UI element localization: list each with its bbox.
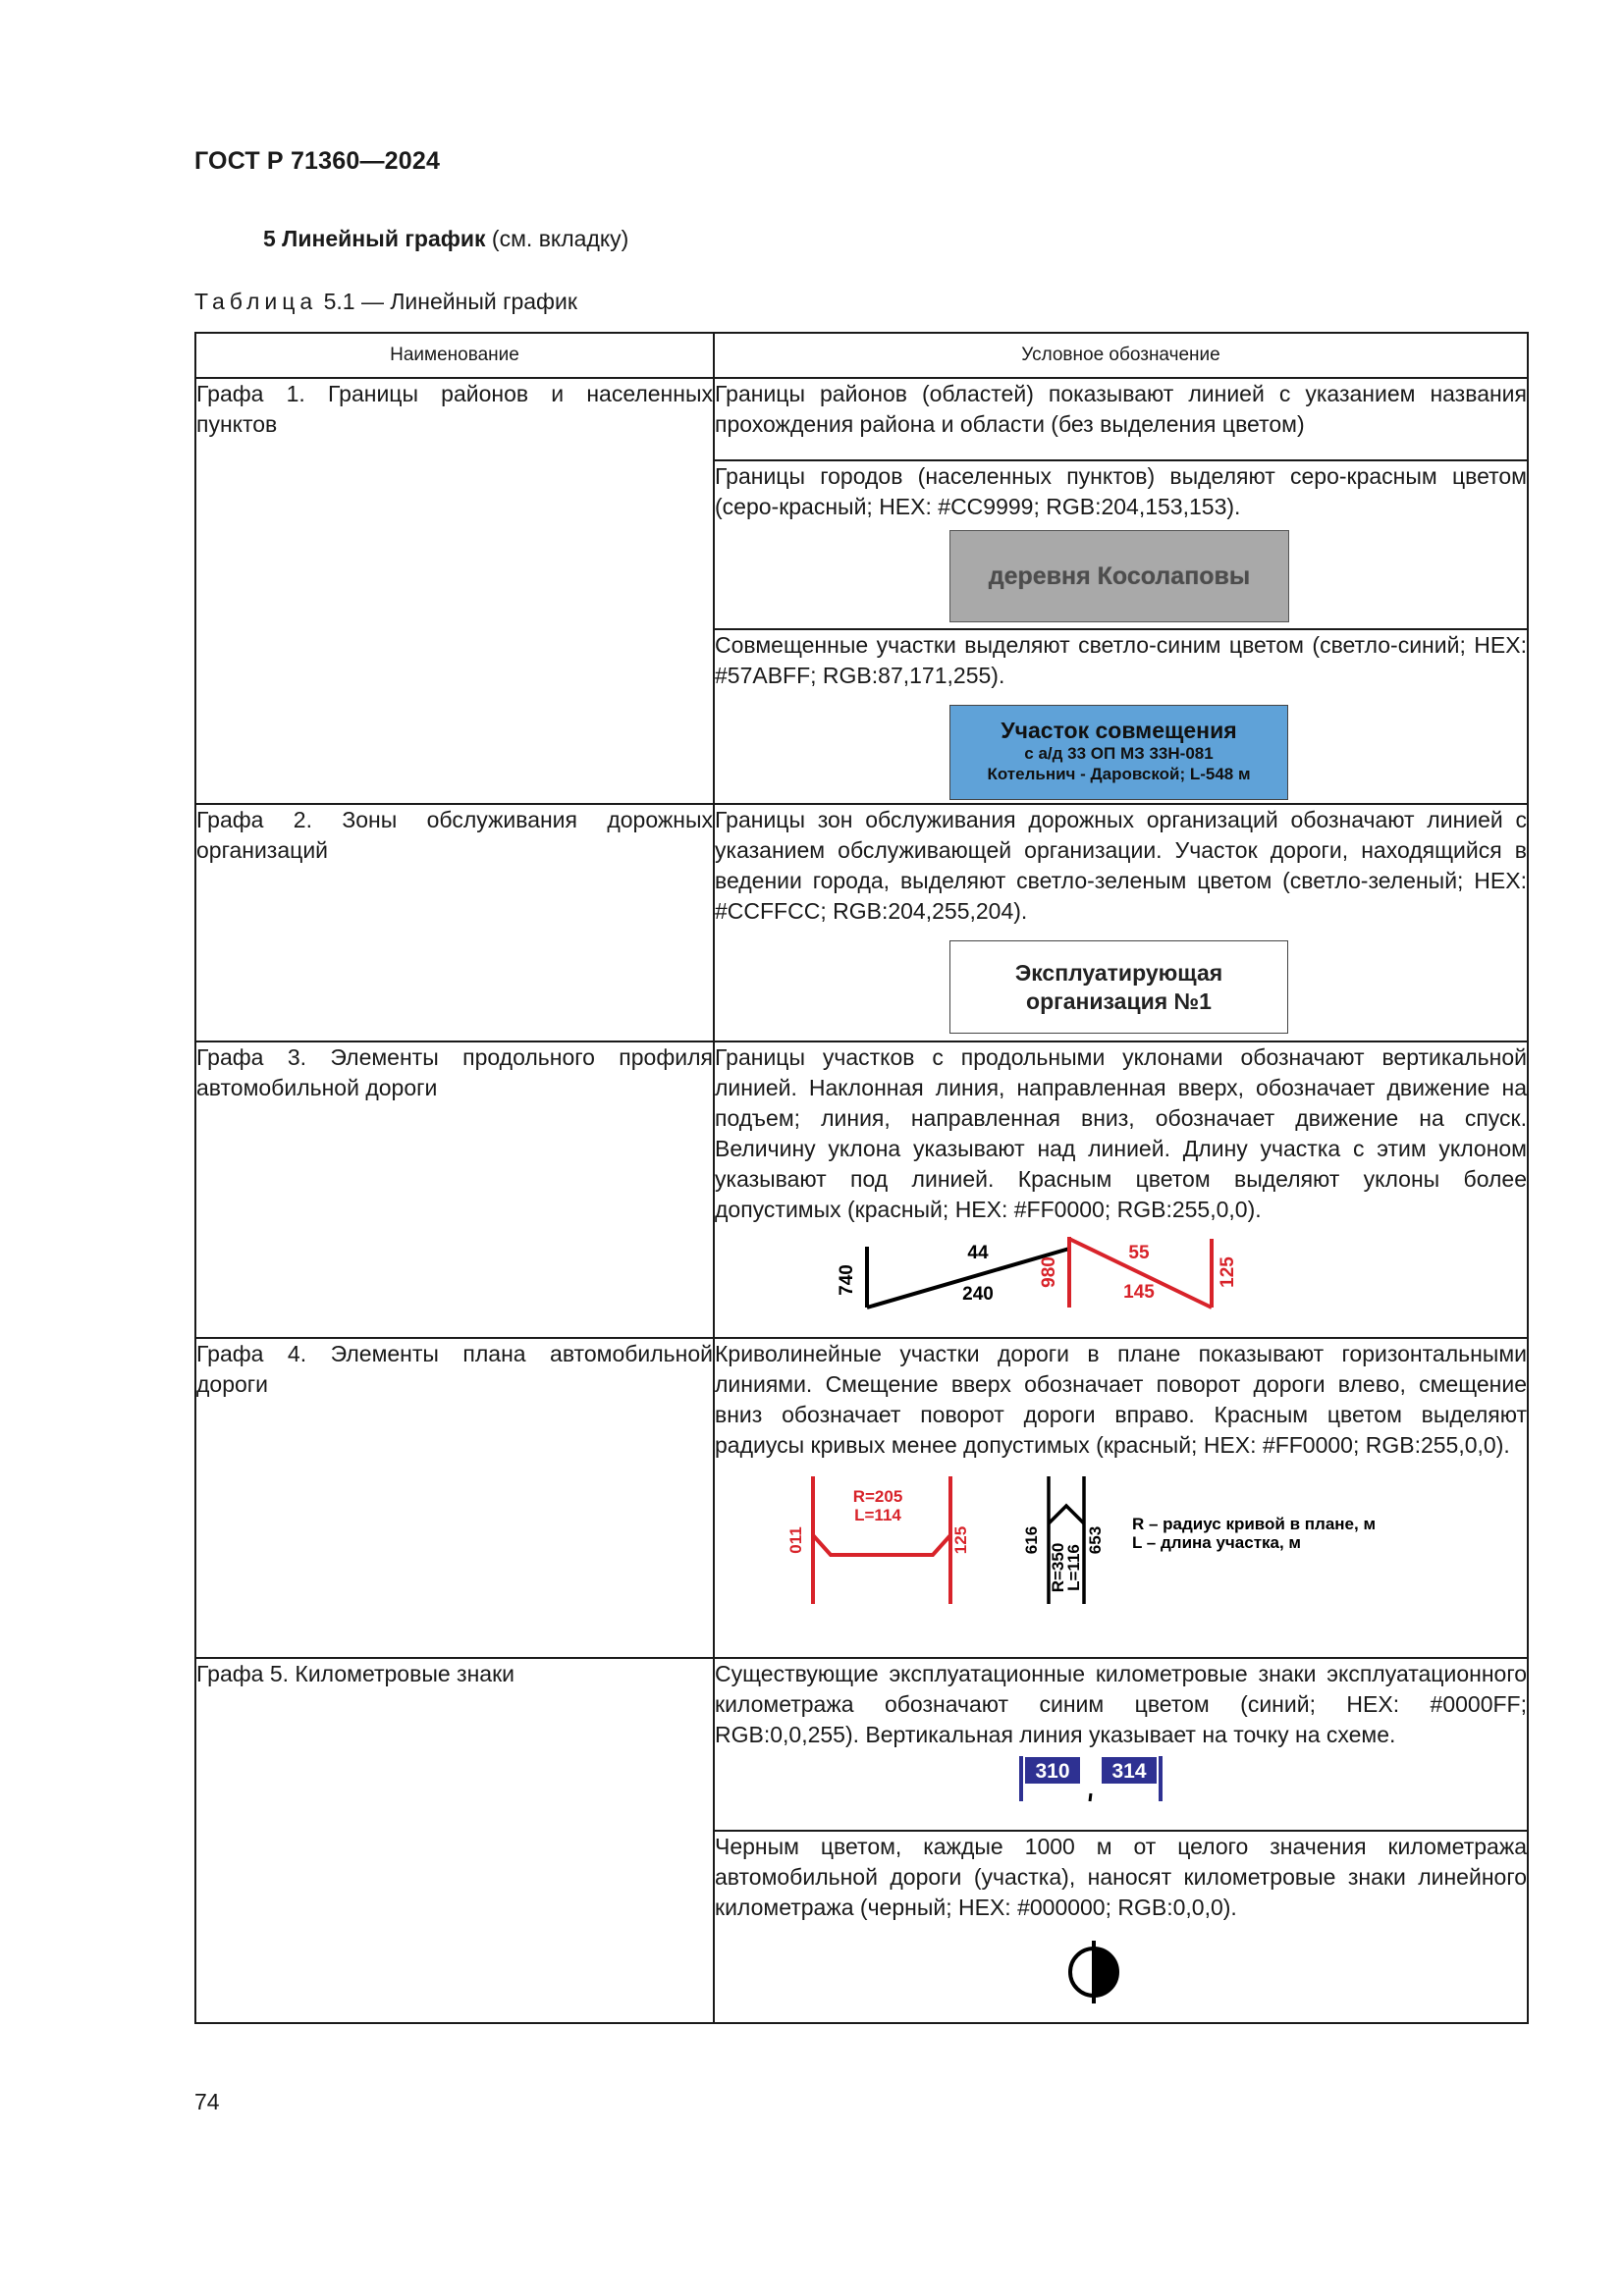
plan-length: L=116 [1064,1544,1083,1591]
profile-label-125: 125 [1218,1256,1238,1288]
line-chart-table [194,332,1529,2024]
overlap-section-sample [949,705,1288,800]
plan-legend-radius: R – радиус кривой в плане, м [1132,1515,1377,1533]
linear-km-sign-diagram [715,1931,1500,2009]
row-name: Графа 4. Элементы плана автомобильной дороги [195,1338,714,1658]
table-row [195,1338,1528,1658]
row-description: Границы зон обслуживания дорожных организаций обозначают линией с указанием обслуживающей организации. Участок дороги, находящийся в ведении города, выделяют светло-зеленым цветом (светло-зеленый; HEX: #CCFFCC; RGB:204,255,204). [715,807,1527,924]
row-description: Совмещенные участки выделяют светло-синим цветом (светло-синий; HEX: #57ABFF; RGB:87,171,255). [715,632,1527,688]
row-description-cell [714,1831,1528,2023]
plan-diagram [715,1467,1500,1614]
profile-label-980: 980 [1039,1256,1059,1288]
row-description: Границы участков с продольными уклонами обозначают вертикальной линией. Наклонная линия, направленная вверх, обозначает движение на подъем; линия, направленная вниз, обозначает движение на спуск. Величину уклона указывают над линией. Длину участка с этим уклоном указывают под линией. Красным цветом выделяют уклоны более допустимых (красный; HEX: #FF0000; RGB:255,0,0). [715,1044,1527,1222]
plan-curve-left [1049,1506,1084,1523]
plan-label-125: 125 [951,1525,970,1555]
km-sign-314-label: 314 [1111,1760,1147,1783]
plan-legend-length: L – длина участка, м [1132,1533,1302,1552]
overlap-title: Участок совмещения [1001,718,1237,743]
row-name: Графа 2. Зоны обслуживания дорожных организаций [195,804,714,1041]
profile-diagram [715,1229,1500,1327]
row-description-cell [714,1041,1528,1338]
column-header-symbol: Условное обозначение [714,333,1528,378]
row-description: Границы районов (областей) показывают линией с указанием названия прохождения района и области (без выделения цветом) [714,378,1528,460]
table-caption-rest: 5.1 — Линейный график [317,289,577,314]
row-description-cell [714,1658,1528,1831]
org-line-2: организация №1 [1026,988,1212,1014]
row-description-cell [714,804,1528,1041]
plan-radius: R=350 [1049,1542,1067,1593]
linear-km-sign-half [1094,1949,1117,1996]
row-description-cell [714,460,1528,629]
plan-length-red: L=114 [854,1506,901,1524]
km-sign-diagram [715,1752,1500,1811]
section-title-suffix: (см. вкладку) [485,226,629,251]
table-caption-word: Таблица [194,289,318,314]
overlap-length: Котельнич - Даровской; L-548 м [987,765,1251,783]
plan-label-653: 653 [1086,1525,1105,1555]
column-header-name: Наименование [195,333,714,378]
row-description-cell [714,1338,1528,1658]
row-description: Границы городов (населенных пунктов) выделяют серо-красным цветом (серо-красный; HEX: #CC9999; RGB:204,153,153). [715,463,1527,519]
table-row [195,1658,1528,1831]
table-row [195,378,1528,460]
profile-label-44: 44 [967,1243,989,1263]
plan-label-011: 011 [786,1526,805,1554]
section-title-bold: 5 Линейный график [263,226,486,251]
profile-label-55: 55 [1128,1243,1150,1263]
org-line-1: Эксплуатирующая [1014,960,1223,986]
table-caption [194,289,577,315]
row-name: Графа 1. Границы районов и населенных пунктов [195,378,714,804]
table-row [195,1041,1528,1338]
plan-curve-right-red [813,1535,950,1555]
km-sign-tick [1090,1793,1091,1801]
section-title [263,226,628,252]
km-sign-310-label: 310 [1035,1760,1070,1783]
profile-label-145: 145 [1123,1282,1155,1303]
row-description: Криволинейные участки дороги в плане показывают горизонтальными линиями. Смещение вверх обозначает поворот дороги влево, смещение вниз обозначает поворот дороги вправо. Красным цветом выделяют радиусы кривых менее допустимых (красный; HEX: #FF0000; RGB:255,0,0). [715,1341,1527,1458]
profile-label-240: 240 [962,1284,994,1305]
page-number: 74 [194,2089,220,2114]
row-name: Графа 5. Километровые знаки [195,1658,714,2023]
table-header-row [195,333,1528,378]
plan-radius-red: R=205 [852,1487,903,1506]
row-description: Существующие эксплуатационные километровые знаки эксплуатационного километража обозначают синим цветом (синий; HEX: #0000FF; RGB:0,0,255). Вертикальная линия указывает на точку на схеме. [715,1661,1527,1747]
table-row [195,804,1528,1041]
overlap-road: с а/д 33 ОП МЗ 33Н-081 [1024,744,1214,763]
document-id: ГОСТ Р 71360—2024 [194,147,441,175]
row-description-cell [714,629,1528,804]
plan-label-616: 616 [1022,1525,1041,1555]
row-name: Графа 3. Элементы продольного профиля автомобильной дороги [195,1041,714,1338]
organization-zone-sample [949,940,1288,1034]
row-description: Черным цветом, каждые 1000 м от целого значения километража автомобильной дороги (участка), наносят километровые знаки линейного километража (черный; HEX: #000000; RGB:0,0,0). [715,1834,1527,1920]
settlement-boundary-sample: деревня Косолаповы [949,530,1289,622]
profile-label-740: 740 [837,1264,857,1296]
